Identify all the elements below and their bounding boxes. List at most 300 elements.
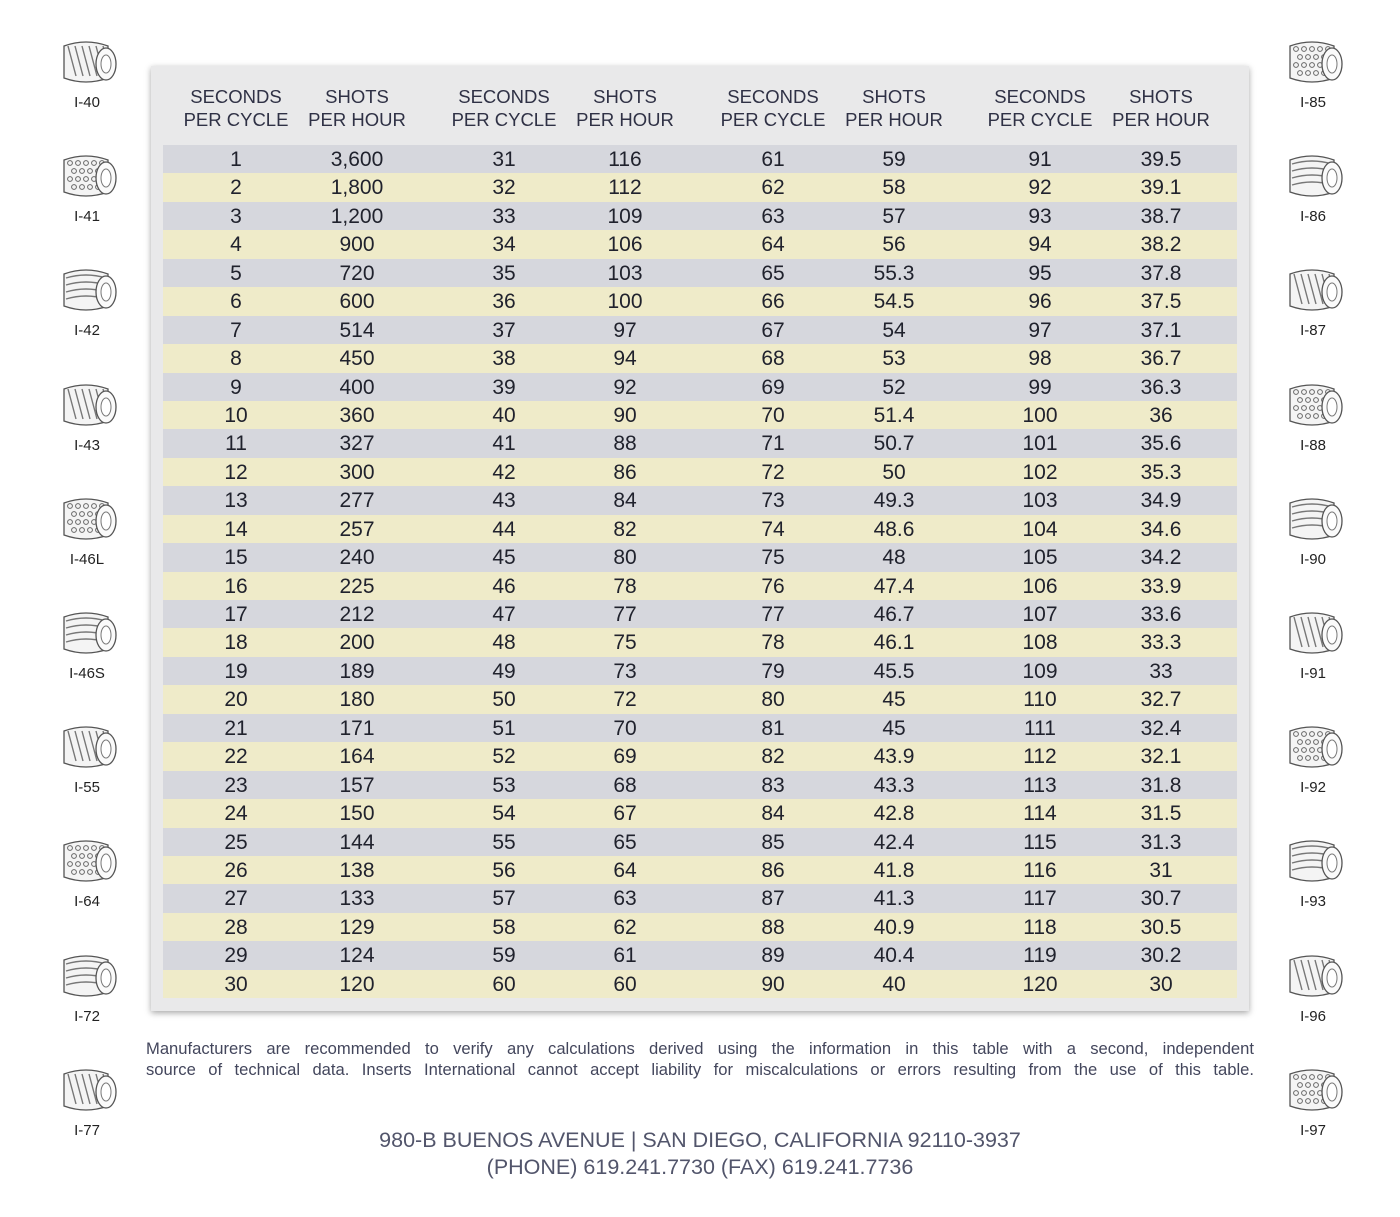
column-header-8 [1091,85,1231,131]
table-cell: 115 [1023,830,1057,854]
table-cell: 80 [761,688,785,712]
table-row [163,941,1237,969]
table-cell: 42 [492,460,516,484]
table-cell: 104 [1022,517,1058,541]
table-cell: 37.1 [1140,318,1182,342]
table-cell: 23 [224,773,248,797]
table-cell: 63 [613,887,637,911]
table-cell: 22 [224,745,248,769]
table-cell: 71 [761,432,785,456]
table-cell: 720 [339,261,375,285]
table-cell: 29 [224,944,248,968]
table-cell: 54 [492,802,516,826]
threaded-insert-icon [1273,264,1353,320]
table-cell: 57 [492,887,516,911]
insert-thumbnail [1273,373,1353,487]
table-row [163,657,1237,685]
table-cell: 106 [1022,574,1058,598]
threaded-insert-icon [47,493,127,549]
table-cell: 84 [613,489,637,513]
table-cell: 33 [1149,659,1173,683]
table-cell: 31 [1149,858,1173,882]
table-row [163,259,1237,287]
insert-label: I-46L [69,550,105,568]
table-cell: 101 [1022,432,1058,456]
table-cell: 124 [339,944,375,968]
insert-label: I-77 [74,1121,100,1139]
table-cell: 9 [230,375,242,399]
table-cell: 54.5 [873,290,915,314]
table-cell: 38.2 [1140,233,1182,257]
column-header-7 [970,85,1110,131]
table-cell: 109 [1022,659,1058,683]
insert-label: I-87 [1300,322,1326,340]
table-cell: 35.3 [1140,460,1182,484]
table-row [163,771,1237,799]
table-cell: 277 [339,489,375,513]
table-cell: 67 [613,802,637,826]
insert-label: I-64 [74,893,100,911]
table-cell: 39.1 [1140,176,1182,200]
table-cell: 171 [339,716,375,740]
table-cell: 88 [613,432,637,456]
table-cell: 30.5 [1140,915,1182,939]
table-cell: 43 [492,489,516,513]
insert-thumbnail [47,601,127,715]
table-cell: 100 [1022,403,1058,427]
table-cell: 82 [613,517,637,541]
table-cell: 133 [339,887,375,911]
table-cell: 10 [224,403,248,427]
table-cell: 61 [761,148,785,171]
table-cell: 87 [761,887,785,911]
table-cell: 49.3 [873,489,915,513]
table-cell: 70 [613,716,637,740]
table-cell: 73 [761,489,785,513]
insert-label: I-43 [74,436,100,454]
table-cell: 110 [1023,688,1057,712]
table-cell: 30.7 [1140,887,1182,911]
table-cell: 28 [224,915,248,939]
table-row [163,572,1237,600]
table-cell: 1,800 [330,176,384,200]
table-cell: 27 [224,887,248,911]
table-cell: 53 [882,347,906,371]
table-cell: 900 [339,233,375,257]
column-header-top: SHOTS [593,86,657,107]
table-cell: 6 [230,290,242,314]
table-cell: 84 [761,802,785,826]
table-cell: 5 [230,261,242,285]
table-row [163,344,1237,372]
table-cell: 90 [613,403,637,427]
shots-per-hour-table [151,66,1249,1011]
table-cell: 68 [761,347,785,371]
table-cell: 39 [492,375,516,399]
table-cell: 120 [1022,972,1058,996]
insert-label: I-92 [1300,779,1326,797]
table-cell: 62 [613,915,637,939]
insert-thumbnail [47,829,127,943]
table-cell: 36 [492,290,516,314]
table-cell: 68 [613,773,637,797]
threaded-insert-icon [1273,36,1353,92]
insert-label: I-90 [1300,550,1326,568]
table-cell: 72 [761,460,785,484]
threaded-insert-icon [47,36,127,92]
table-cell: 11 [225,432,247,456]
threaded-insert-icon [1273,1064,1353,1120]
insert-thumbnail [1273,829,1353,943]
insert-label: I-72 [74,1007,100,1025]
table-cell: 69 [761,375,785,399]
table-cell: 25 [224,830,248,854]
table-cell: 58 [492,915,516,939]
table-cell: 34 [492,233,516,257]
table-cell: 26 [224,858,248,882]
table-cell: 200 [339,631,375,655]
table-cell: 47 [492,603,516,626]
table-body [163,145,1237,998]
table-cell: 112 [1023,745,1057,769]
table-cell: 78 [761,631,785,655]
table-cell: 91 [1028,148,1052,171]
insert-label: I-85 [1300,94,1326,111]
table-cell: 39.5 [1140,148,1182,171]
table-cell: 13 [224,489,248,513]
column-header-bottom: PER CYCLE [451,109,557,130]
table-cell: 119 [1023,944,1057,968]
threaded-insert-icon [1273,379,1353,435]
table-cell: 79 [761,659,785,683]
table-cell: 80 [613,546,637,570]
insert-thumbnail [47,144,127,258]
table-cell: 45 [492,546,516,570]
table-cell: 98 [1028,347,1052,371]
table-row [163,230,1237,258]
table-row [163,884,1237,912]
table-cell: 360 [339,403,375,427]
table-cell: 42.8 [873,802,915,826]
insert-thumbnail [47,373,127,487]
table-cell: 65 [761,261,785,285]
insert-label: I-97 [1300,1121,1326,1139]
table-cell: 36 [1149,403,1173,427]
table-cell: 34.6 [1140,517,1182,541]
table-cell: 40.4 [873,944,915,968]
table-cell: 113 [1023,773,1057,797]
table-cell: 31 [492,148,516,171]
table-cell: 24 [224,802,248,826]
table-cell: 257 [339,517,375,541]
table-row [163,628,1237,656]
table-row [163,373,1237,401]
insert-label: I-86 [1300,208,1326,226]
threaded-insert-icon [1273,721,1353,777]
table-cell: 73 [613,659,637,683]
table-cell: 46.1 [873,631,915,655]
table-cell: 86 [761,858,785,882]
insert-thumbnail [47,258,127,372]
table-cell: 32 [492,176,516,200]
table-cell: 49 [492,659,516,683]
table-cell: 400 [339,375,375,399]
table-cell: 138 [339,858,375,882]
table-cell: 18 [224,631,248,655]
table-cell: 30 [1149,972,1173,996]
table-cell: 17 [224,603,248,626]
column-header-5 [703,85,843,131]
table-cell: 600 [339,290,375,314]
footer-address: 980-B BUENOS AVENUE | SAN DIEGO, CALIFORNIA 92110-3937 [379,1128,1021,1152]
table-cell: 40 [492,403,516,427]
table-cell: 97 [1028,318,1052,342]
threaded-insert-icon [1273,607,1353,663]
table-cell: 69 [613,745,637,769]
table-cell: 33.3 [1140,631,1182,655]
table-cell: 48.6 [873,517,915,541]
table-cell: 37.8 [1140,261,1182,285]
table-row [163,429,1237,457]
table-cell: 7 [230,318,242,342]
table-cell: 30 [224,972,248,996]
table-cell: 88 [761,915,785,939]
table-cell: 44 [492,517,516,541]
table-cell: 72 [613,688,637,712]
table-row [163,173,1237,201]
threaded-insert-icon [47,264,127,320]
table-cell: 31.5 [1140,802,1182,826]
table-cell: 82 [761,745,785,769]
table-cell: 20 [224,688,248,712]
column-header-2 [287,85,427,131]
column-header-top: SECONDS [727,86,819,107]
table-cell: 52 [882,375,906,399]
table-cell: 63 [761,204,785,228]
table-row [163,202,1237,230]
table-cell: 225 [339,574,375,598]
table-cell: 32.7 [1140,688,1182,712]
table-cell: 46.7 [873,603,915,626]
column-header-4 [555,85,695,131]
table-cell: 180 [339,688,375,712]
table-cell: 33.6 [1140,603,1182,626]
table-cell: 56 [882,233,906,257]
table-cell: 36.3 [1140,375,1182,399]
column-header-top: SECONDS [190,86,282,107]
table-cell: 90 [761,972,785,996]
table-cell: 43.9 [873,745,915,769]
table-cell: 50 [882,460,906,484]
threaded-insert-icon [47,835,127,891]
table-cell: 212 [339,603,375,626]
table-cell: 112 [608,176,642,200]
table-cell: 41 [492,432,516,456]
insert-thumbnail [1273,30,1353,144]
column-header-bottom: PER CYCLE [183,109,289,130]
table-cell: 89 [761,944,785,968]
table-cell: 32.4 [1140,716,1182,740]
threaded-insert-icon [47,950,127,1006]
table-cell: 48 [882,546,906,570]
table-cell: 64 [613,858,637,882]
table-cell: 57 [882,204,906,228]
insert-label: I-40 [74,94,100,111]
table-cell: 66 [761,290,785,314]
table-row [163,486,1237,514]
table-cell: 105 [1022,546,1058,570]
table-row [163,913,1237,941]
table-cell: 95 [1028,261,1052,285]
table-cell: 1 [230,148,242,171]
table-cell: 103 [607,261,643,285]
disclaimer-line-2: source of technical data. Inserts International cannot accept liability for miscalculations or errors resulting from the use of this table. [146,1060,1254,1079]
insert-thumbnail [1273,715,1353,829]
table-cell: 100 [607,290,643,314]
table-cell: 4 [230,233,242,257]
table-cell: 86 [613,460,637,484]
table-cell: 58 [882,176,906,200]
table-cell: 46 [492,574,516,598]
table-cell: 85 [761,830,785,854]
table-cell: 34.9 [1140,489,1182,513]
table-cell: 40 [882,972,906,996]
table-cell: 83 [761,773,785,797]
insert-thumbnail [1273,144,1353,258]
threaded-insert-icon [1273,150,1353,206]
table-cell: 60 [492,972,516,996]
table-cell: 120 [339,972,375,996]
table-cell: 16 [224,574,248,598]
table-cell: 107 [1022,603,1058,626]
table-cell: 40.9 [873,915,915,939]
table-row [163,515,1237,543]
table-cell: 240 [339,546,375,570]
disclaimer [146,1038,1254,1080]
table-row [163,742,1237,770]
table-cell: 450 [339,347,375,371]
column-header-bottom: PER HOUR [1112,109,1210,130]
table-row [163,600,1237,628]
footer-contact: (PHONE) 619.241.7730 (FAX) 619.241.7736 [486,1155,914,1179]
table-row [163,287,1237,315]
threaded-insert-icon [1273,835,1353,891]
table-cell: 55.3 [873,261,915,285]
insert-thumbnail [47,715,127,829]
table-cell: 21 [224,716,248,740]
table-row [163,799,1237,827]
table-cell: 38 [492,347,516,371]
insert-label: I-55 [74,779,100,797]
column-header-6 [824,85,964,131]
table-cell: 78 [613,574,637,598]
table-cell: 64 [761,233,785,257]
insert-thumbnail [47,944,127,1058]
table-cell: 97 [613,318,637,342]
insert-label: I-91 [1300,665,1326,682]
insert-label: I-42 [74,322,100,340]
threaded-insert-icon [47,607,127,663]
table-cell: 35.6 [1140,432,1182,456]
table-cell: 56 [492,858,516,882]
table-cell: 41.8 [873,858,915,882]
table-cell: 59 [882,148,906,171]
table-cell: 12 [224,460,248,484]
table-cell: 92 [1028,176,1052,200]
table-cell: 54 [882,318,906,342]
column-header-bottom: PER CYCLE [720,109,826,130]
table-cell: 14 [224,517,248,541]
table-cell: 327 [339,432,375,456]
table-cell: 67 [761,318,785,342]
table-cell: 41.3 [873,887,915,911]
table-cell: 164 [339,745,375,769]
table-cell: 47.4 [873,574,915,598]
table-cell: 65 [613,830,637,854]
insert-label: I-93 [1300,893,1326,911]
column-header-1 [166,85,306,131]
table-cell: 42.4 [873,830,915,854]
table-cell: 45 [882,716,906,740]
table-cell: 50 [492,688,516,712]
table-cell: 75 [761,546,785,570]
table-cell: 129 [339,915,375,939]
table-cell: 15 [224,546,248,570]
threaded-insert-icon [47,150,127,206]
table-cell: 116 [1023,858,1057,882]
table-cell: 35 [492,261,516,285]
insert-thumbnail [1273,487,1353,601]
table-cell: 102 [1022,460,1058,484]
table-cell: 74 [761,517,785,541]
insert-label: I-41 [74,208,100,226]
table-cell: 77 [613,603,637,626]
threaded-insert-icon [47,379,127,435]
table-cell: 109 [607,204,643,228]
threaded-insert-icon [47,721,127,777]
table-cell: 157 [339,773,375,797]
table-row [163,543,1237,571]
table-cell: 37 [492,318,516,342]
insert-thumbnail [47,487,127,601]
threaded-insert-icon [1273,950,1353,1006]
insert-thumbnail [1273,944,1353,1058]
column-header-top: SECONDS [994,86,1086,107]
table-cell: 70 [761,403,785,427]
insert-label: I-88 [1300,436,1326,454]
insert-thumbnail [1273,601,1353,715]
insert-thumbnail [1273,258,1353,372]
table-row [163,401,1237,429]
table-cell: 61 [613,944,637,968]
table-row [163,714,1237,742]
table-cell: 111 [1024,716,1056,740]
table-cell: 32.1 [1140,745,1182,769]
table-cell: 150 [339,802,375,826]
insert-label: I-96 [1300,1007,1326,1025]
table-cell: 189 [339,659,375,683]
table-cell: 117 [1023,887,1057,911]
table-cell: 34.2 [1140,546,1182,570]
table-cell: 108 [1022,631,1058,655]
table-cell: 300 [339,460,375,484]
table-cell: 144 [339,830,375,854]
table-cell: 48 [492,631,516,655]
table-row [163,856,1237,884]
insert-label: I-46S [69,665,105,682]
table-row [163,970,1237,998]
table-row [163,316,1237,344]
